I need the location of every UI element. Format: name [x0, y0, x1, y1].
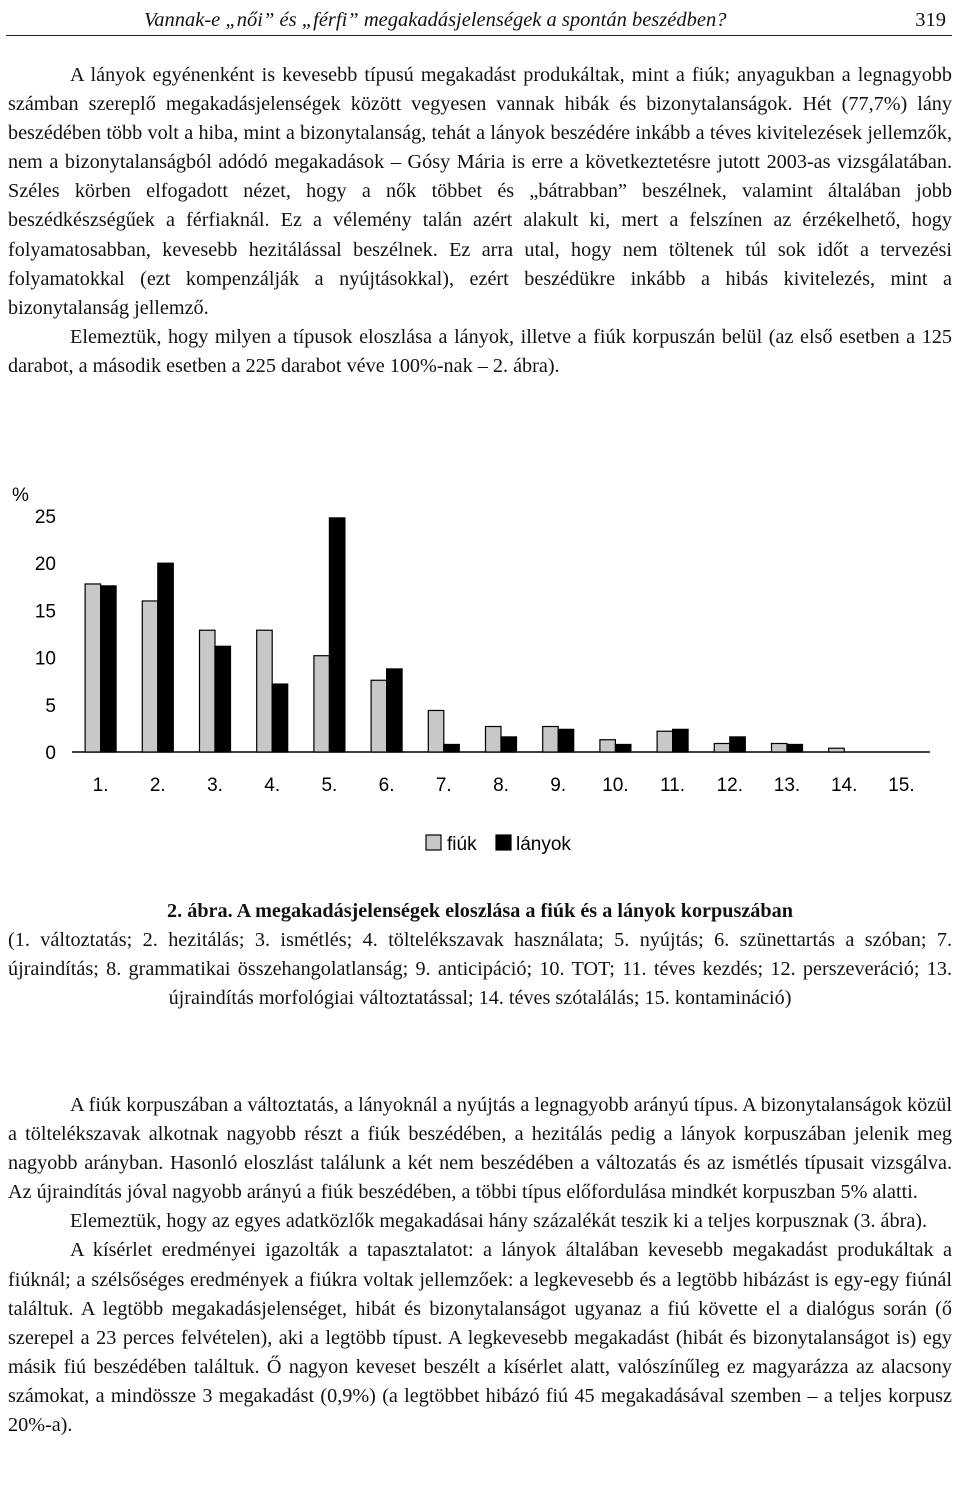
x-tick-label: 6.	[378, 775, 395, 796]
bar-fiuk-4	[257, 630, 273, 752]
y-tick-label: 5	[45, 695, 56, 717]
legend-swatch-fiuk	[426, 835, 441, 850]
bar-fiuk-10	[600, 740, 616, 752]
bar-fiuk-8	[486, 727, 502, 752]
x-tick-label: 12.	[716, 775, 744, 796]
bar-lanyok-11	[673, 729, 689, 752]
bar-fiuk-13	[772, 744, 788, 752]
x-tick-label: 4.	[264, 775, 281, 796]
bar-lanyok-13	[787, 744, 803, 752]
legend-swatch-lanyok	[496, 835, 511, 850]
bar-lanyok-5	[329, 518, 345, 752]
bar-chart	[0, 470, 960, 890]
paragraph: A fiúk korpuszában a változtatás, a lányoknál a nyújtás a legnagyobb arányú típus. A bizonytalanságok közül a töltelékszavak alkotnak nagyobb részt a fiúk beszédében, a hezitálás pedig a lányok korpuszában jelenik meg nagyobb arányban. Hasonló eloszlást találunk a két nem beszédében a változatás és az ismétlés típusait vizsgálva. Az újraindítás jóval nagyobb arányú a fiúk beszédében, a többi típus előfordulása mindkét korpuszban 5% alatti.	[8, 1094, 952, 1204]
legend-label-lanyok: lányok	[516, 834, 571, 855]
y-tick-label: 10	[34, 648, 56, 670]
paragraph: Elemeztük, hogy az egyes adatközlők megakadásai hány százalékát teszik ki a teljes korpusznak (3. ábra).	[70, 1210, 928, 1233]
bar-lanyok-8	[501, 737, 517, 752]
y-axis-label: %	[12, 485, 29, 506]
paragraph: Elemeztük, hogy milyen a típusok eloszlása a lányok, illetve a fiúk korpuszán belül (az első esetben a 125 darabot, a második esetben a 225 darabot véve 100%-nak – 2. ábra).	[8, 325, 952, 377]
bar-fiuk-1	[85, 584, 101, 752]
bar-fiuk-6	[371, 680, 387, 752]
legend	[426, 834, 571, 855]
bar-fiuk-11	[657, 731, 673, 752]
bar-lanyok-6	[387, 669, 403, 752]
bar-lanyok-2	[158, 563, 174, 752]
bar-fiuk-2	[142, 601, 158, 752]
bars	[85, 518, 844, 752]
legend-label-fiuk: fiúk	[447, 834, 477, 855]
figure-caption	[8, 897, 952, 1013]
bar-lanyok-4	[272, 684, 288, 752]
bar-fiuk-5	[314, 656, 330, 752]
body-text-bottom	[8, 1091, 952, 1440]
figure-caption-title: 2. ábra. A megakadásjelenségek eloszlása a fiúk és a lányok korpuszában	[167, 900, 793, 922]
x-tick-label: 15.	[888, 775, 915, 796]
bar-lanyok-1	[101, 586, 117, 752]
bar-fiuk-12	[714, 744, 730, 752]
x-tick-label: 9.	[550, 775, 567, 796]
bar-lanyok-3	[215, 646, 231, 752]
bar-fiuk-9	[543, 727, 559, 752]
x-tick-label: 8.	[493, 775, 509, 796]
y-axis-ticks	[35, 507, 56, 764]
bar-lanyok-10	[615, 744, 631, 752]
bar-lanyok-7	[444, 744, 460, 752]
y-tick-label: 20	[34, 554, 56, 576]
y-tick-label: 0	[45, 743, 56, 764]
bar-fiuk-3	[200, 630, 216, 752]
x-tick-label: 7.	[435, 775, 452, 796]
bar-fiuk-14	[829, 748, 845, 752]
y-tick-label: 15	[34, 601, 56, 623]
page-number: 319	[915, 9, 946, 31]
x-tick-label: 10.	[602, 775, 629, 796]
body-text-top	[8, 61, 952, 381]
figure-caption-body: (1. változtatás; 2. hezitálás; 3. ismétlés; 4. töltelékszavak használata; 5. nyújtás; 6. szünettartás a szóban; 7. újraindítás; 8. grammatikai összehangolatlanság; 9. anticipáció; 10. TOT; 11. téves kezdés; 12. perszeveráció; 13. újraindítás morfológiai változtatással; 14. téves szótalálás; 15. kontamináció)	[8, 929, 952, 1010]
bar-fiuk-7	[428, 710, 444, 752]
running-title: Vannak-e „női” és „férfi” megakadásjelenségek a spontán beszédben?	[144, 9, 727, 31]
x-tick-label: 11.	[660, 775, 686, 796]
x-tick-label: 1.	[92, 775, 109, 796]
bar-lanyok-9	[558, 729, 574, 752]
x-tick-label: 13.	[773, 775, 801, 796]
x-tick-label: 14.	[830, 775, 858, 796]
x-tick-label: 5.	[321, 775, 338, 796]
paragraph: A lányok egyénenként is kevesebb típusú megakadást produkáltak, mint a fiúk; anyagukban a legnagyobb számban szereplő megakadásjelenségek között vegyesen vannak hibák és bizonytalanságok. Hét (77,7%) lány beszédében több volt a hiba, mint a bizonytalanság, tehát a lányok beszédére inkább a téves kivitelezések jellemzők, nem a bizonytalanságból adódó megakadások – Gósy Mária is erre a következtetésre jutott 2003-as vizsgálatában. Széles körben elfogadott nézet, hogy a nők többet és „bátrabban” beszélnek, valamint általában jobb beszédkészségűek a férfiaknál. Ez a vélemény talán azért alakult ki, mert a felszínen az érzékelhető, hogy folyamatosabban, kevesebb hezitálással beszélnek. Ez arra utal, hogy nem töltenek túl sok időt a tervezési folyamatokkal (ezt kompenzálják a nyújtásokkal), ezért beszédükre inkább a hibás kivitelezés, mint a bizonytalanság jellemző.	[8, 64, 952, 319]
x-axis-ticks	[93, 775, 915, 796]
bar-lanyok-12	[730, 737, 746, 752]
paragraph: A kísérlet eredményei igazolták a tapasztalatot: a lányok általában kevesebb megakadást produkáltak a fiúknál; a szélsőséges eredmények a fiúkra voltak jellemzőek: a legkevesebb és a legtöbb hibázást is egy-egy fiúnál találtuk. A legtöbb megakadásjelenséget, hibát és bizonytalanságot ugyanaz a fiú követte el a dialógus során (ő szerepel a 23 perces felvételen), aki a legtöbb típust. A legkevesebb megakadást (hibát és bizonytalanságot is) egy másik fiú beszédében találtuk. Ő nagyon keveset beszélt a kísérlet alatt, valószínűleg ez magyarázza az alacsony számokat, a mindössze 3 megakadást (0,9%) (a legtöbbet hibázó fiú 45 megakadásával szemben – a teljes korpusz 20%-a).	[8, 1239, 952, 1437]
x-tick-label: 3.	[207, 775, 223, 796]
running-header	[6, 0, 952, 36]
y-tick-label: 25	[34, 507, 56, 528]
x-tick-label: 2.	[149, 775, 166, 796]
